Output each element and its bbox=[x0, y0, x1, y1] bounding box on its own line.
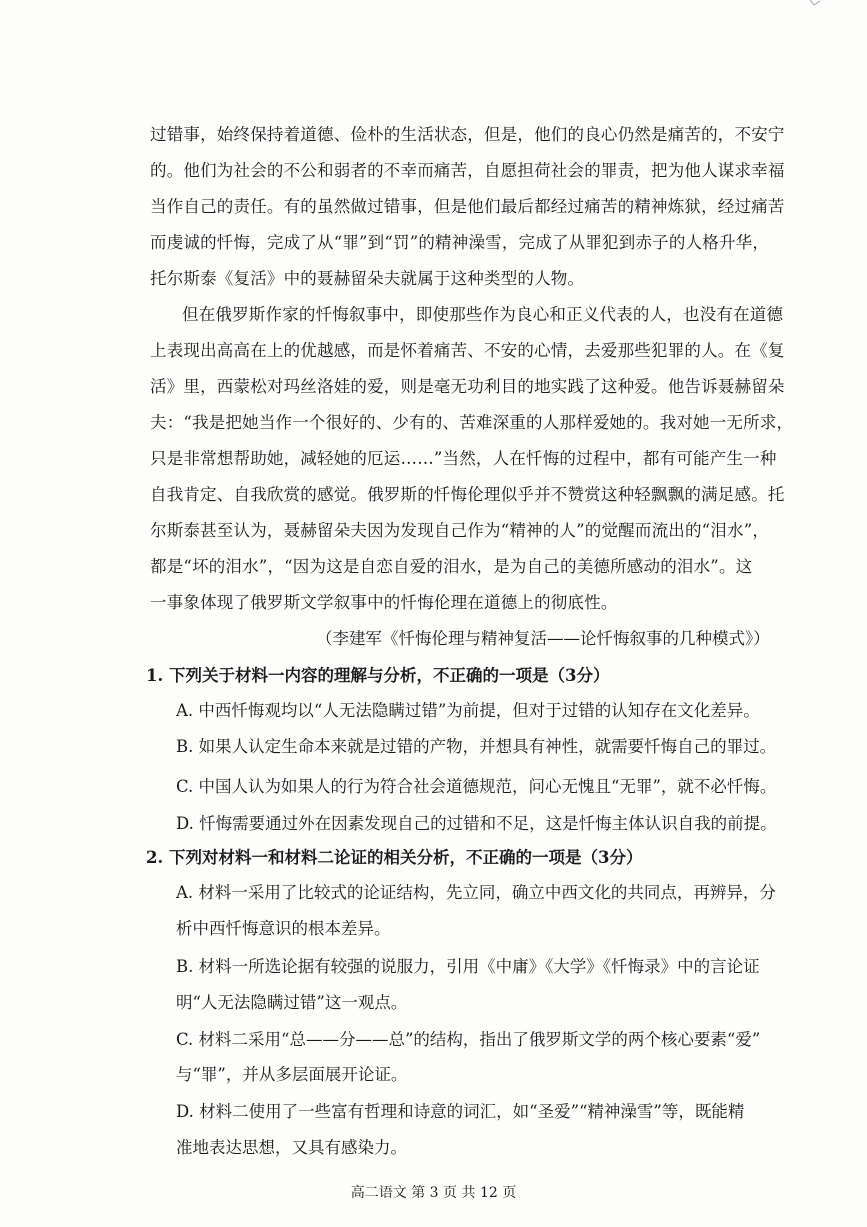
passage-citation: （李建军《忏悔伦理与精神复活——论忏悔叙事的几种模式》） bbox=[316, 629, 770, 648]
passage-line: 都是“坏的泪水”，“因为这是自恋自爱的泪水，是为自己的美德所感动的泪水”。这 bbox=[150, 557, 753, 576]
page-footer: 高二语文 第 3 页 共 12 页 bbox=[350, 1185, 517, 1201]
question-1-stem: 1. 下列关于材料一内容的理解与分析，不正确的一项是（3分） bbox=[146, 666, 610, 685]
question-2-option-a: A. 材料一采用了比较式的论证结构，先立同，确立中西文化的共同点，再辨异，分 bbox=[176, 883, 776, 902]
question-2-option-b: B. 材料一所选论据有较强的说服力，引用《中庸》《大学》《忏悔录》中的言论证 bbox=[176, 957, 760, 976]
question-2-option-b-cont: 明“人无法隐瞒过错”这一观点。 bbox=[176, 993, 408, 1012]
passage-line: 而虔诚的忏悔，完成了从“罪”到“罚”的精神澡雪，完成了从罪犯到赤子的人格升华， bbox=[150, 233, 770, 252]
passage-line: 夫：“我是把她当作一个很好的、少有的、苦难深重的人那样爱她的。我对她一无所求， bbox=[150, 413, 794, 432]
question-2-option-d: D. 材料二使用了一些富有哲理和诗意的词汇，如“圣爱”“精神澡雪”等，既能精 bbox=[176, 1102, 745, 1121]
passage-line: 上表现出高高在上的优越感，而是怀着痛苦、不安的心情，去爱那些犯罪的人。在《复 bbox=[150, 341, 785, 360]
passage-line: 尔斯泰甚至认为，聂赫留朵夫因为发现自己作为“精神的人”的觉醒而流出的“泪水”， bbox=[150, 521, 770, 540]
question-1-option-a: A. 中西忏悔观均以“人无法隐瞒过错”为前提，但对于过错的认知存在文化差异。 bbox=[176, 701, 760, 720]
passage-line: 当作自己的责任。有的虽然做过错事，但是他们最后都经过痛苦的精神炼狱，经过痛苦 bbox=[150, 197, 785, 216]
passage-line: 过错事，始终保持着道德、俭朴的生活状态，但是，他们的良心仍然是痛苦的，不安宁 bbox=[150, 125, 785, 144]
passage-line: 活》里，西蒙松对玛丝洛娃的爱，则是毫无功利目的地实践了这种爱。他告诉聂赫留朵 bbox=[150, 377, 785, 396]
corner-scan-mark-icon bbox=[808, 0, 822, 6]
passage-line: 一事象体现了俄罗斯文学叙事中的忏悔伦理在道德上的彻底性。 bbox=[150, 593, 618, 612]
question-1-option-c: C. 中国人认为如果人的行为符合社会道德规范，问心无愧且“无罪”，就不必忏悔。 bbox=[176, 777, 777, 796]
question-2-option-a-cont: 析中西忏悔意识的根本差异。 bbox=[176, 919, 391, 938]
question-1-option-d: D. 忏悔需要通过外在因素发现自己的过错和不足，这是忏悔主体认识自我的前提。 bbox=[176, 814, 777, 833]
passage-line: 的。他们为社会的不公和弱者的不幸而痛苦，自愿担荷社会的罪责，把为他人谋求幸福 bbox=[150, 161, 785, 180]
passage-line: 托尔斯泰《复活》中的聂赫留朵夫就属于这种类型的人物。 bbox=[150, 269, 585, 288]
question-2-option-d-cont: 准地表达思想，又具有感染力。 bbox=[176, 1138, 407, 1157]
question-2-stem: 2. 下列对材料一和材料二论证的相关分析，不正确的一项是（3分） bbox=[146, 848, 643, 867]
passage-line: 但在俄罗斯作家的忏悔叙事中，即使那些作为良心和正义代表的人，也没有在道德 bbox=[182, 305, 784, 324]
passage-line: 只是非常想帮助她，减轻她的厄运……”当然，人在忏悔的过程中，都有可能产生一种 bbox=[150, 449, 777, 468]
question-2-option-c-cont: 与“罪”，并从多层面展开论证。 bbox=[176, 1065, 408, 1084]
question-1-option-b: B. 如果人认定生命本来就是过错的产物，并想具有神性，就需要忏悔自己的罪过。 bbox=[176, 737, 777, 756]
question-2-option-c: C. 材料二采用“总——分——总”的结构，指出了俄罗斯文学的两个核心要素“爱” bbox=[176, 1030, 761, 1049]
passage-line: 自我肯定、自我欣赏的感觉。俄罗斯的忏悔伦理似乎并不赞赏这种轻飘飘的满足感。托 bbox=[150, 485, 785, 504]
